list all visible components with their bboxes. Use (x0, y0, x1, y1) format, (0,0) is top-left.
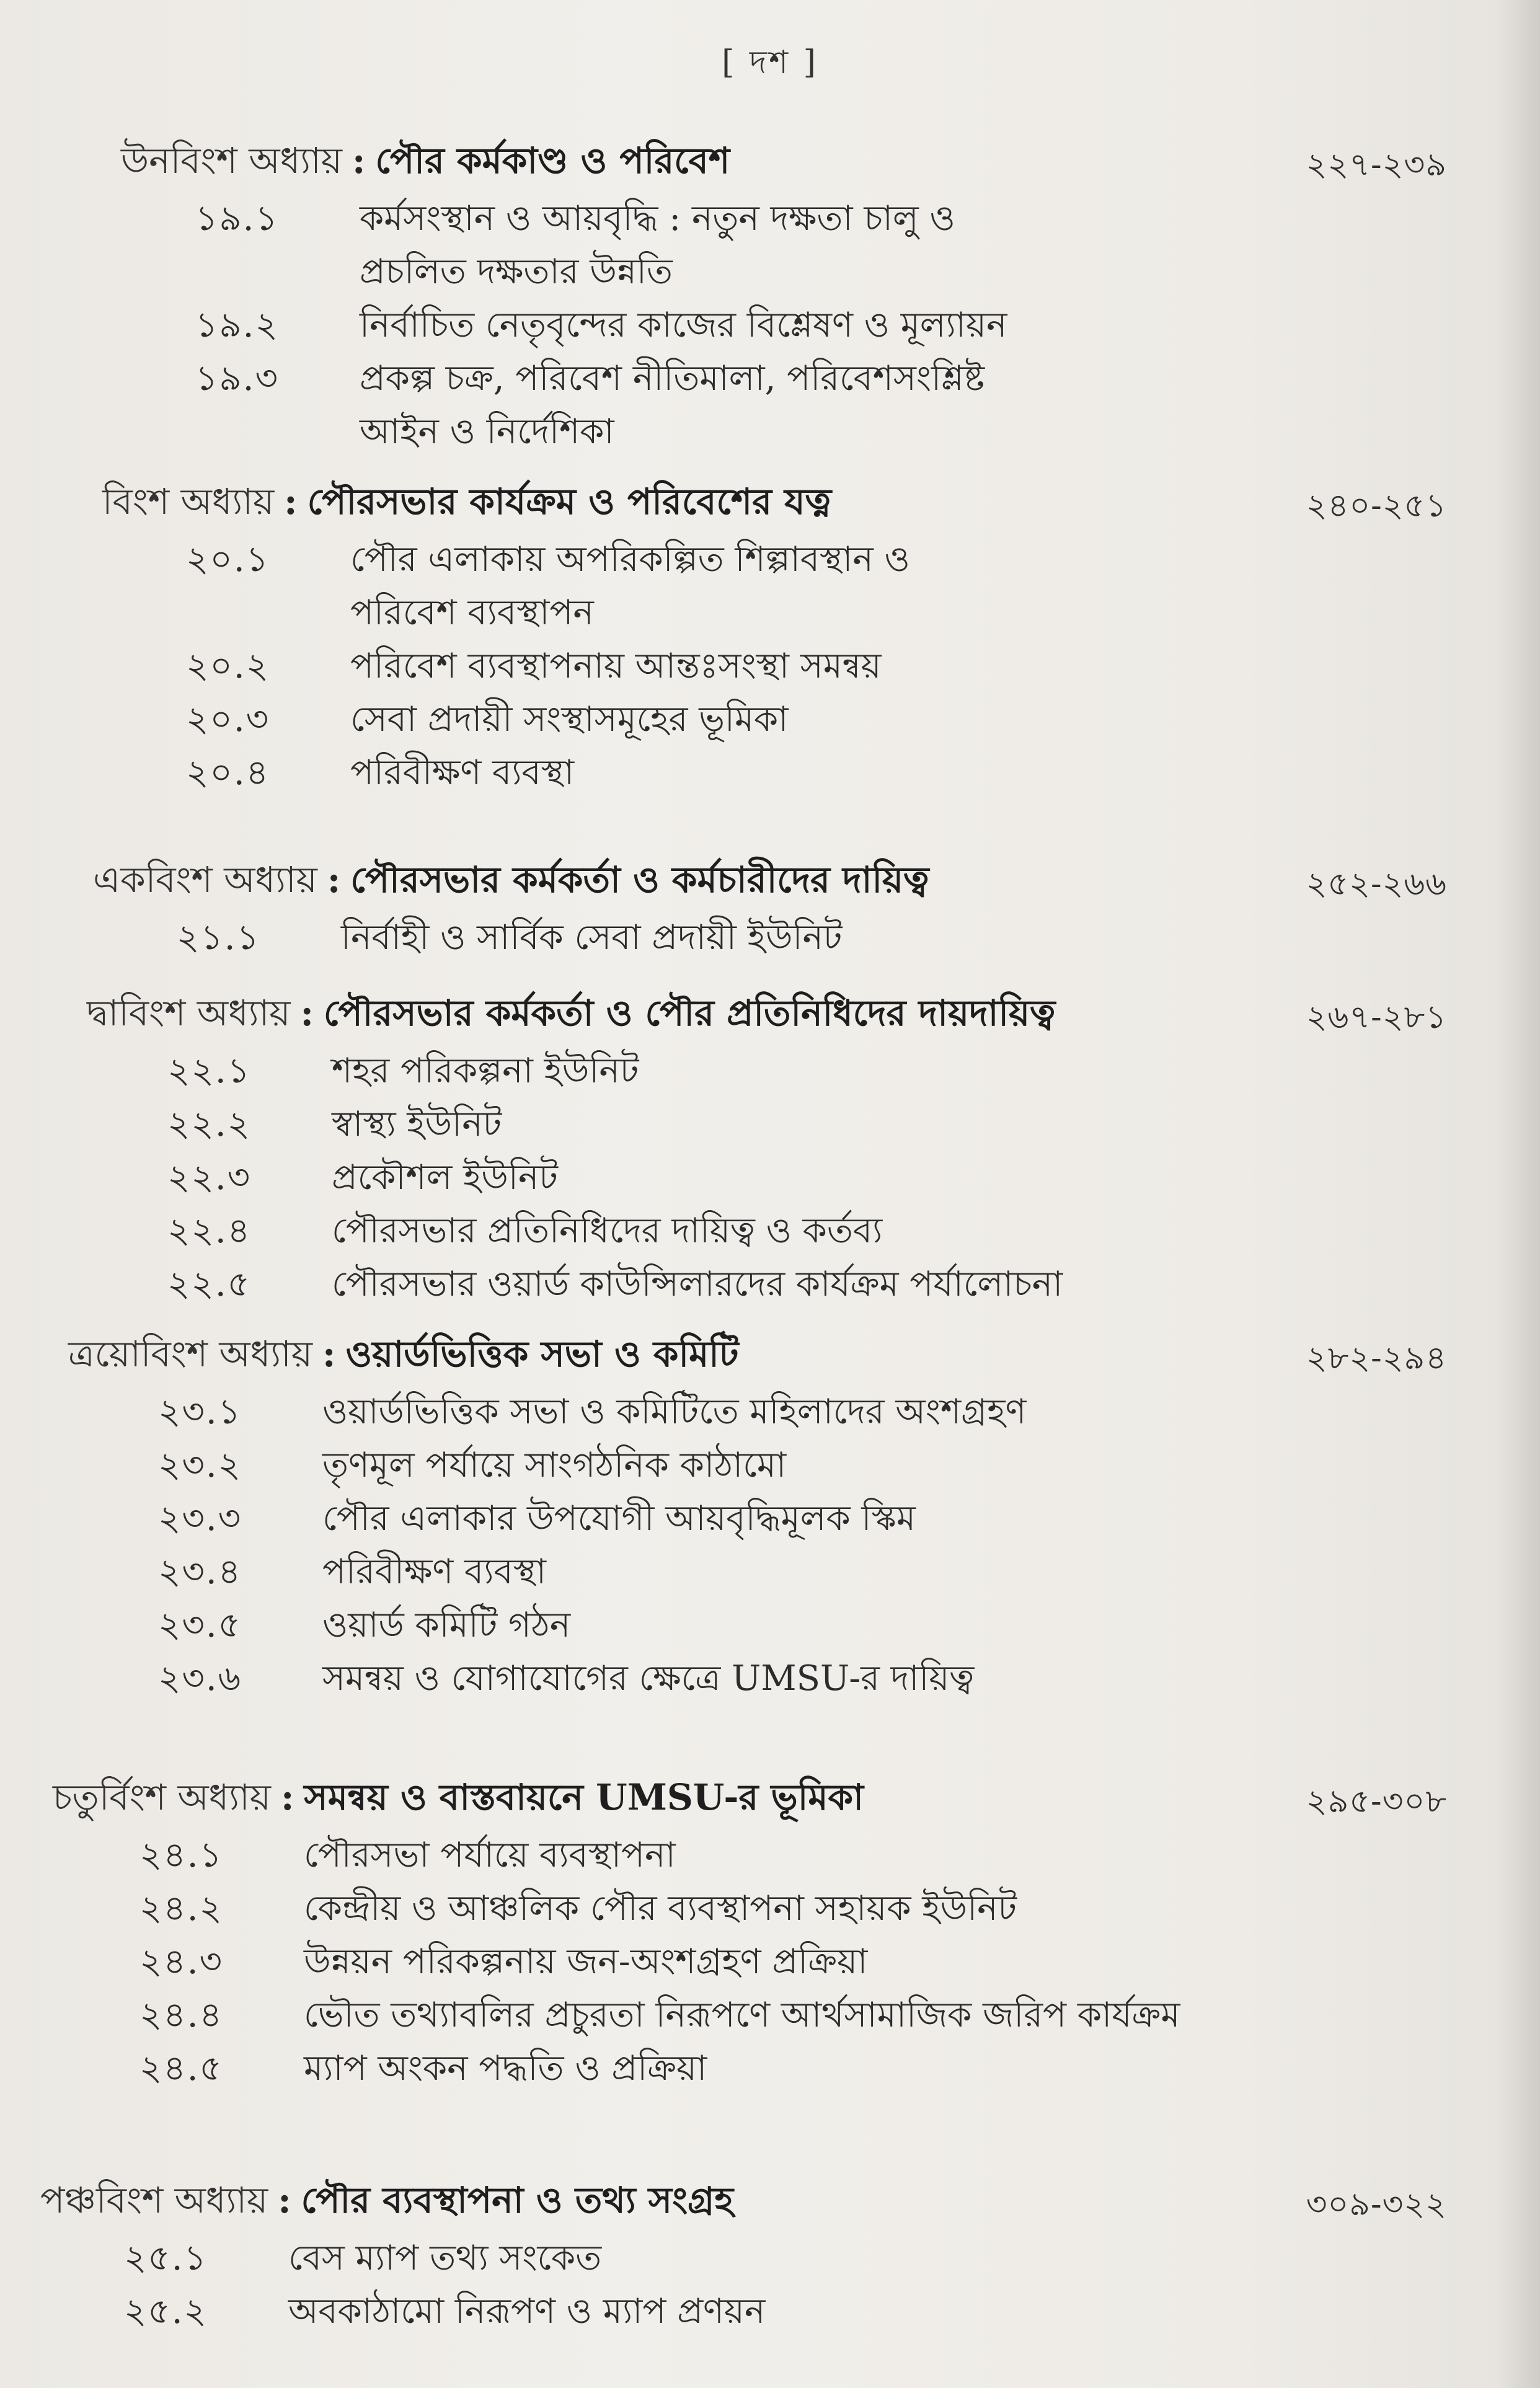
chapter-subject: পৌরসভার কর্মকর্তা ও কর্মচারীদের দায়িত্ব (350, 859, 929, 901)
chapter-subject: পৌর ব্যবস্থাপনা ও তথ্য সংগ্রহ (301, 2179, 733, 2221)
section-number: ২৩.১ (158, 1392, 242, 1432)
section-number: ২২.৫ (167, 1264, 251, 1304)
section-title (332, 1045, 639, 1098)
section-title-line: পরিবেশ ব্যবস্থাপনায় আন্তঃসংস্থা সমন্বয় (350, 646, 882, 686)
chapter-separator: : (284, 480, 298, 523)
section-number: ২৪.৪ (139, 1995, 223, 2035)
section-title (332, 1258, 1063, 1311)
chapter-page-range: ২৪০-২৫১ (1306, 487, 1447, 524)
section-title (322, 1652, 974, 1705)
section-title-line: প্রকৌশল ইউনিট (332, 1157, 558, 1198)
chapter-title (102, 474, 831, 534)
section-title-line: পরিবীক্ষণ ব্যবস্থা (322, 1552, 546, 1592)
section-title-line: কেন্দ্রীয় ও আঞ্চলিক পৌর ব্যবস্থাপনা সহায়ক ইউনিট (304, 1888, 1017, 1929)
page-number-header: [ দশ ] (722, 44, 818, 81)
chapter-title (87, 986, 1055, 1046)
section-title (322, 1439, 786, 1492)
section-title (322, 1546, 546, 1599)
section-title-line: পৌরসভার ওয়ার্ড কাউন্সিলারদের কার্যক্রম পর্যালোচনা (332, 1264, 1063, 1304)
section-title-line: ওয়ার্ডভিত্তিক সভা ও কমিটিতে মহিলাদের অংশগ্রহণ (322, 1392, 1027, 1432)
chapter-subject: সমন্বয় ও বাস্তবায়নে UMSU-র ভূমিকা (304, 1776, 864, 1818)
chapter-number-label: ত্রয়োবিংশ অধ্যায় (68, 1333, 313, 1375)
chapter-title (93, 852, 929, 913)
section-number: ২৩.৫ (158, 1605, 242, 1645)
section-title-line: প্রচলিত দক্ষতার উন্নতি (360, 252, 673, 292)
section-title-line: সমন্বয় ও যোগাযোগের ক্ষেত্রে UMSU-র দায়িত্ব (322, 1658, 975, 1699)
section-title (332, 1098, 502, 1151)
section-title-line: পৌর এলাকার উপযোগী আয়বৃদ্ধিমূলক স্কিম (322, 1498, 916, 1539)
section-title-line: প্রকল্প চক্র, পরিবেশ নীতিমালা, পরিবেশসংশ্লিষ্ট (360, 358, 985, 399)
section-number: ২০.৪ (186, 753, 270, 793)
chapter-number-label: দ্বাবিংশ অধ্যায় (87, 992, 291, 1034)
section-title (332, 1151, 558, 1205)
chapter-separator: : (327, 859, 341, 901)
section-number: ১৯.৩ (195, 358, 279, 399)
section-title-line: নির্বাচিত নেতৃবৃন্দের কাজের বিশ্লেষণ ও মূল্যায়ন (360, 305, 1007, 345)
section-number: ২৩.৬ (158, 1658, 242, 1699)
section-number: ২৩.৩ (158, 1498, 242, 1539)
chapter-number-label: একবিংশ অধ্যায় (93, 859, 317, 901)
chapter-heading (121, 133, 1447, 183)
section-title (350, 533, 910, 640)
section-title (304, 1935, 867, 1989)
section-number: ২০.৩ (186, 699, 270, 740)
section-number: ২৪.১ (139, 1835, 223, 1875)
section-title (304, 1829, 676, 1882)
section-title (322, 1386, 1026, 1439)
section-title-line: পরিবেশ ব্যবস্থাপন (350, 593, 594, 633)
section-number: ২৫.১ (124, 2238, 208, 2278)
chapter-subject: পৌর কর্মকাণ্ড ও পরিবেশ (375, 139, 730, 182)
section-number: ২৩.৪ (158, 1552, 242, 1592)
section-title (304, 1989, 1180, 2042)
section-title (332, 1205, 882, 1258)
section-title (288, 2232, 601, 2285)
section-number: ২২.৩ (167, 1157, 252, 1198)
chapter-heading (93, 852, 1447, 902)
chapter-number-label: পঞ্চবিংশ অধ্যায় (40, 2179, 268, 2221)
section-number: ২০.১ (186, 539, 270, 580)
spine-shadow (1497, 0, 1540, 2388)
section-title (304, 2042, 707, 2095)
section-number: ২২.১ (167, 1051, 251, 1091)
chapter-heading (40, 2173, 1447, 2222)
chapter-page-range: ৩০৯-৩২২ (1306, 2186, 1447, 2223)
chapter-subject: পৌরসভার কার্যক্রম ও পরিবেশের যত্ন (307, 480, 832, 523)
section-number: ১৯.১ (195, 198, 279, 239)
chapter-subject: পৌরসভার কর্মকর্তা ও পৌর প্রতিনিধিদের দায়দায়িত্ব (323, 992, 1056, 1034)
section-title (360, 192, 955, 299)
section-title-line: কর্মসংস্থান ও আয়বৃদ্ধি : নতুন দক্ষতা চালু ও (360, 198, 955, 239)
section-title-line: ওয়ার্ড কমিটি গঠন (322, 1605, 571, 1645)
section-title-line: উন্নয়ন পরিকল্পনায় জন-অংশগ্রহণ প্রক্রিয়া (304, 1942, 868, 1982)
section-number: ২৪.৩ (139, 1942, 223, 1982)
section-title-line: অবকাঠামো নিরূপণ ও ম্যাপ প্রণয়ন (288, 2291, 766, 2332)
section-number: ২১.১ (177, 918, 260, 958)
chapter-page-range: ২৫২-২৬৬ (1306, 865, 1447, 903)
section-title (322, 1599, 570, 1652)
chapter-page-range: ২২৭-২৩৯ (1306, 146, 1447, 184)
chapter-page-range: ২৬৭-২৮১ (1306, 999, 1447, 1036)
chapter-heading (102, 474, 1447, 524)
section-title-line: পৌরসভা পর্যায়ে ব্যবস্থাপনা (304, 1835, 676, 1875)
chapter-title (40, 2173, 733, 2233)
section-title-line: শহর পরিকল্পনা ইউনিট (332, 1051, 639, 1091)
section-title (350, 640, 882, 693)
section-title-line: পৌরসভার প্রতিনিধিদের দায়িত্ব ও কর্তব্য (332, 1211, 883, 1251)
chapter-separator: : (322, 1333, 336, 1375)
section-title-line: পরিবীক্ষণ ব্যবস্থা (350, 753, 574, 793)
chapter-heading (53, 1770, 1447, 1820)
section-number: ১৯.২ (195, 305, 279, 345)
chapter-separator: : (278, 2179, 291, 2221)
section-number: ২৪.২ (139, 1888, 223, 1929)
section-number: ২২.৪ (167, 1211, 251, 1251)
chapter-heading (87, 986, 1447, 1035)
section-title (304, 1882, 1017, 1935)
chapter-title (53, 1770, 864, 1830)
section-title (360, 299, 1007, 352)
chapter-separator: : (300, 992, 314, 1034)
section-title (350, 746, 574, 800)
section-title-line: বেস ম্যাপ তথ্য সংকেত (288, 2238, 602, 2278)
chapter-number-label: চতুর্বিংশ অধ্যায় (53, 1776, 271, 1818)
section-title-line: নির্বাহী ও সার্বিক সেবা প্রদায়ী ইউনিট (341, 918, 843, 958)
section-title (350, 693, 788, 746)
chapter-heading (68, 1327, 1447, 1376)
section-title-line: আইন ও নির্দেশিকা (360, 412, 614, 452)
section-title (288, 2285, 765, 2338)
chapter-number-label: বিংশ অধ্যায় (102, 480, 275, 523)
section-title-line: তৃণমূল পর্যায়ে সাংগঠনিক কাঠামো (322, 1445, 787, 1485)
section-number: ২৪.৫ (139, 2048, 223, 2089)
section-title (360, 352, 985, 459)
section-title-line: পৌর এলাকায় অপরিকল্পিত শিল্পাবস্থান ও (350, 539, 910, 580)
section-title (322, 1492, 916, 1546)
section-title-line: স্বাস্থ্য ইউনিট (332, 1104, 502, 1144)
section-number: ২২.২ (167, 1104, 252, 1144)
section-title-line: ম্যাপ অংকন পদ্ধতি ও প্রক্রিয়া (304, 2048, 707, 2089)
chapter-separator: : (280, 1776, 294, 1818)
chapter-subject: ওয়ার্ডভিত্তিক সভা ও কমিটি (345, 1333, 739, 1375)
section-number: ২০.২ (186, 646, 270, 686)
chapter-number-label: উনবিংশ অধ্যায় (121, 139, 342, 182)
section-number: ২৫.২ (124, 2291, 208, 2332)
chapter-page-range: ২৯৫-৩০৮ (1306, 1783, 1447, 1820)
chapter-page-range: ২৮২-২৯৪ (1306, 1340, 1447, 1377)
chapter-title (121, 133, 730, 193)
section-number: ২৩.২ (158, 1445, 242, 1485)
section-title-line: সেবা প্রদায়ী সংস্থাসমূহের ভূমিকা (350, 699, 789, 740)
section-title (341, 911, 842, 965)
section-title-line: ভৌত তথ্যাবলির প্রচুরতা নিরূপণে আর্থসামাজিক জরিপ কার্যক্রম (304, 1995, 1180, 2035)
chapter-separator: : (352, 139, 366, 182)
chapter-title (68, 1327, 738, 1387)
